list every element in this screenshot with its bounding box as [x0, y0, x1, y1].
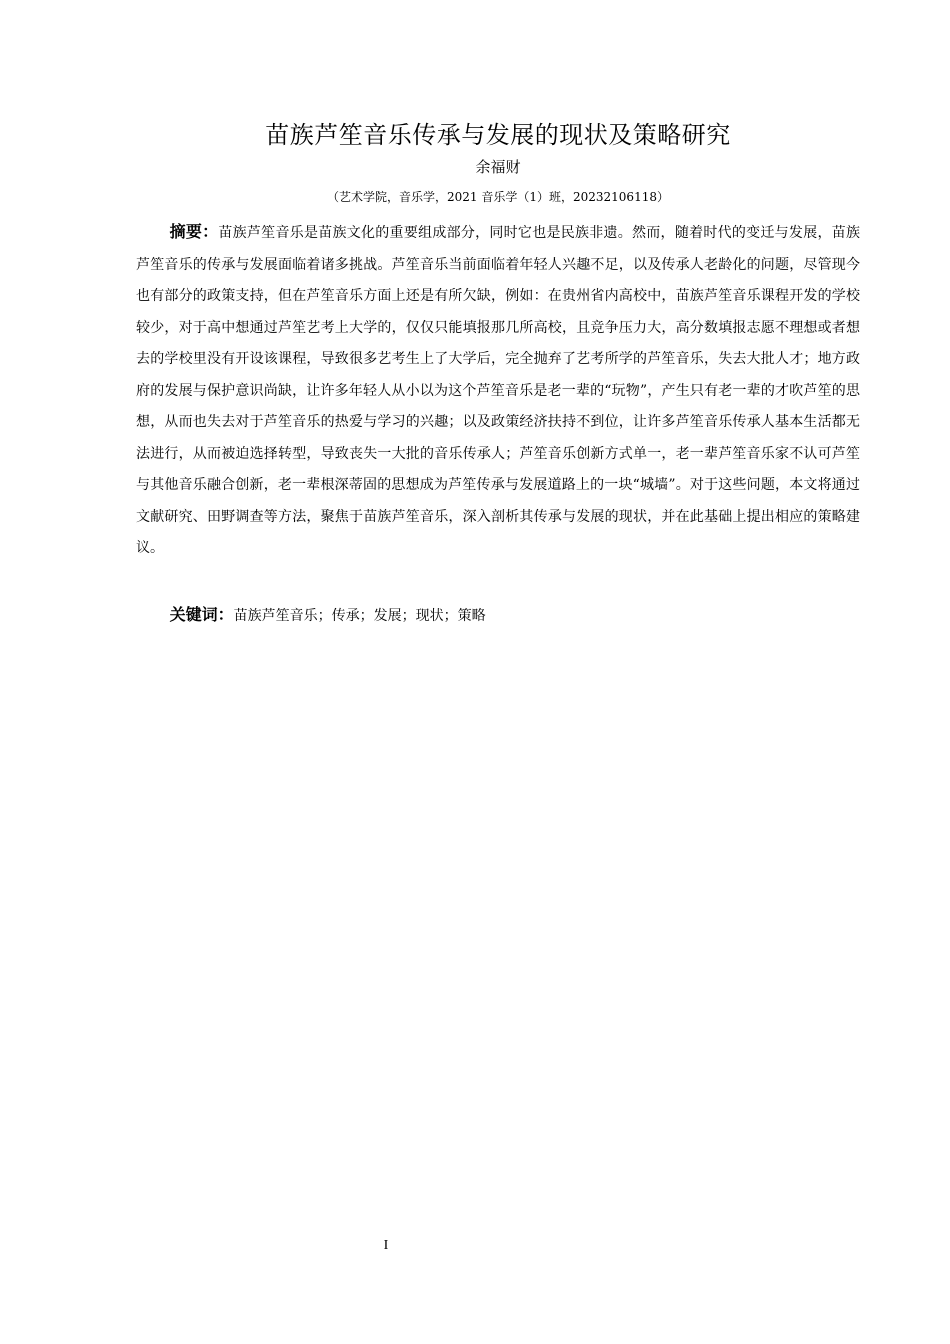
keywords-label: 关键词：	[169, 605, 234, 624]
paper-title: 苗族芦笙音乐传承与发展的现状及策略研究	[265, 121, 731, 149]
keywords-text: 苗族芦笙音乐；传承；发展；现状；策略	[233, 608, 486, 624]
page-number: I	[383, 1238, 389, 1253]
abstract-text: 苗族芦笙音乐是苗族文化的重要组成部分，同时它也是民族非遗。然而，随着时代的变迁与发展，苗族芦笙音乐的传承与发展面临着诸多挑战。芦笙音乐当前面临着年轻人兴趣不足，以及传承人老龄化的问题，尽管现今也有部分的政策支持，但在芦笙音乐方面上还是有所欠缺，例如：在贵州省内高校中，苗族芦笙音乐课程开发的学校较少，对于高中想通过芦笙艺考上大学的，仅仅只能填报那几所高校，且竞争压力大，高分数填报志愿不理想或者想去的学校里没有开设该课程，导致很多艺考生上了大学后，完全抛弃了艺考所学的芦笙音乐，失去大批人才；地方政府的发展与保护意识尚缺，让许多年轻人从小以为这个芦笙音乐是老一辈的“玩物”，产生只有老一辈的才吹芦笙的思想，从而也失去对于芦笙音乐的热爱与学习的兴趣；以及政策经济扶持不到位，让许多芦笙音乐传承人基本生活都无法进行，从而被迫选择转型，导致丧失一大批的音乐传承人；芦笙音乐创新方式单一，老一辈芦笙音乐家不认可芦笙与其他音乐融合创新，老一辈根深蒂固的思想成为芦笙传承与发展道路上的一块“城墙”。对于这些问题，本文将通过文献研究、田野调查等方法，聚焦于苗族芦笙音乐，深入剖析其传承与发展的现状，并在此基础上提出相应的策略建议。	[136, 225, 860, 556]
abstract-paragraph	[136, 216, 860, 565]
author-name: 余福财	[475, 158, 521, 176]
author-affiliation: （艺术学院，音乐学，2021 音乐学（1）班，20232106118）	[327, 190, 669, 204]
keywords-paragraph	[136, 599, 860, 632]
abstract-label: 摘要：	[169, 222, 219, 241]
